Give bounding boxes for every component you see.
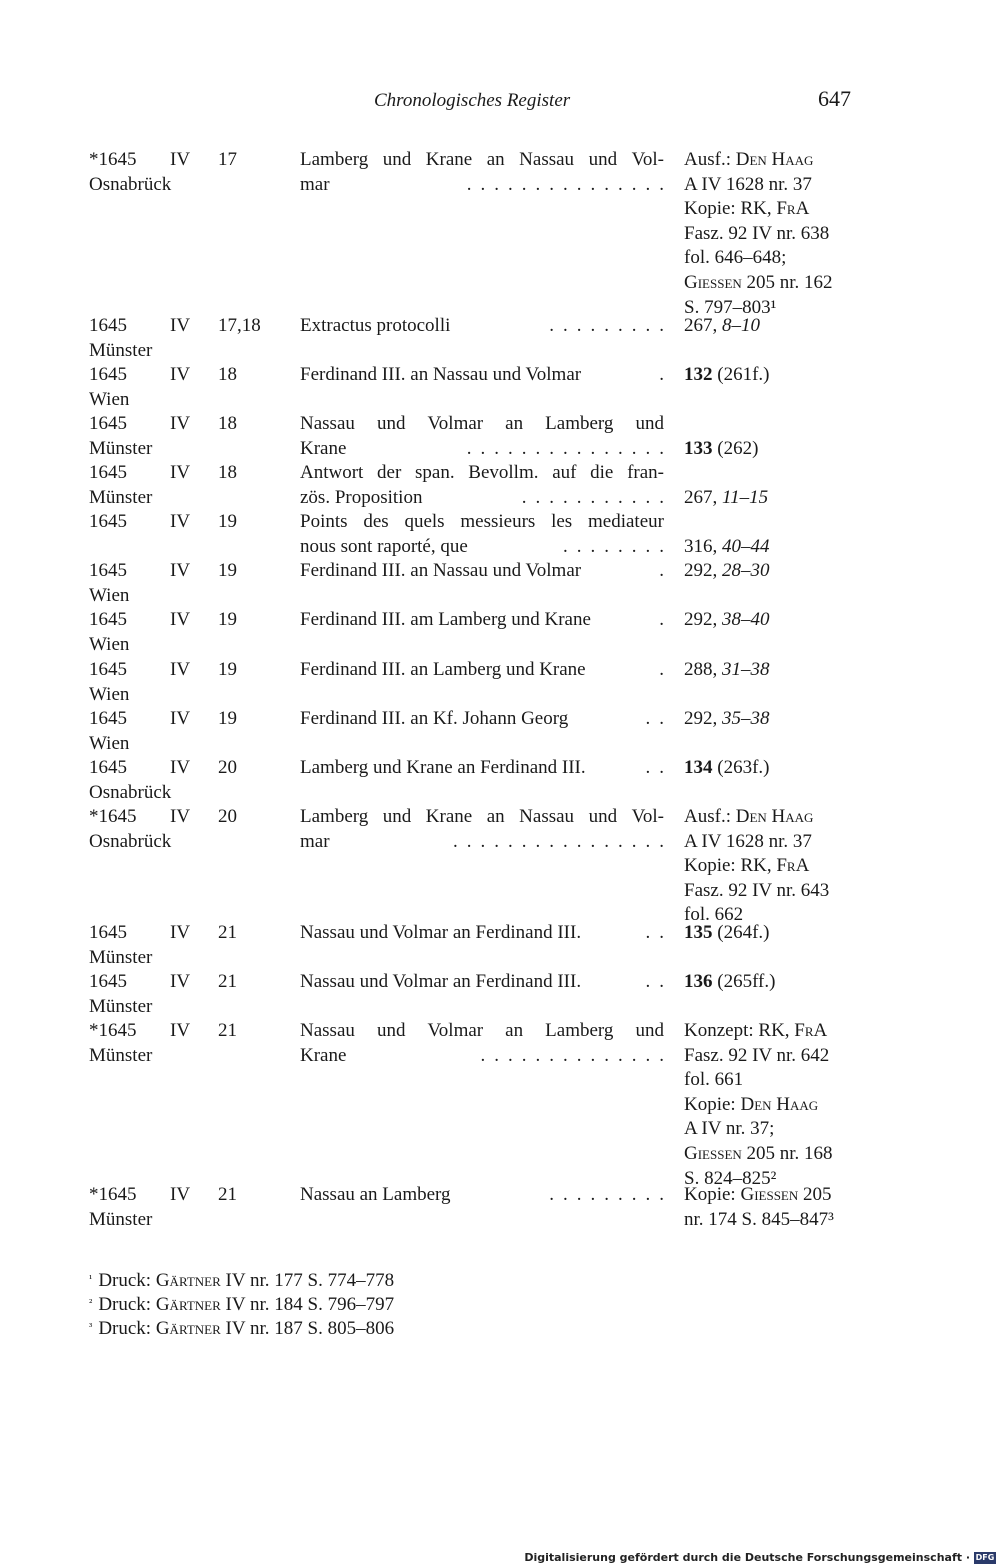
- entry-month: IV: [170, 609, 191, 630]
- entry-text-line: mar ...............: [300, 173, 673, 195]
- entry-year: 1645: [89, 757, 127, 778]
- dot-leader: ..............: [480, 1044, 673, 1066]
- entry-place: Münster: [89, 1208, 153, 1230]
- entry-reference-line: Giessen 205 nr. 168: [684, 1143, 833, 1164]
- dot-leader: .........: [549, 1184, 673, 1205]
- dot-leader: ........: [563, 535, 673, 557]
- entry-year: 1645: [89, 560, 127, 581]
- entry-day: 19: [218, 659, 237, 680]
- dot-leader: ...............: [466, 437, 673, 459]
- entry-year: *1645: [89, 1020, 137, 1041]
- entry-place: Münster: [89, 1044, 153, 1066]
- entry-reference-line: fol. 661: [684, 1069, 744, 1091]
- entry-year: *1645: [89, 1184, 137, 1205]
- entry-day: 20: [218, 806, 237, 827]
- entry-reference-line: Kopie: RK, FrA: [684, 198, 810, 220]
- entry-text-line: Nassau und Volmar an Lamberg und: [300, 413, 664, 434]
- entry-text-line: Krane ..............: [300, 1044, 673, 1066]
- entry-day: 18: [218, 413, 237, 434]
- entry-place: Osnabrück: [89, 830, 172, 852]
- entry-reference-line: nr. 174 S. 845–847³: [684, 1208, 834, 1230]
- entry-year: 1645: [89, 922, 127, 943]
- dot-leader: .: [659, 659, 673, 680]
- dot-leader: .: [659, 560, 673, 581]
- entry-reference-line: 267, 8–10: [684, 315, 760, 336]
- entry-day: 18: [218, 462, 237, 483]
- entry-text-line: zös. Proposition ...........: [300, 486, 673, 508]
- entry-month: IV: [170, 971, 191, 992]
- entry-day: 19: [218, 609, 237, 630]
- entry-month: IV: [170, 560, 191, 581]
- entry-reference-line: 288, 31–38: [684, 659, 770, 680]
- entry-year: 1645: [89, 413, 127, 434]
- entry-text-line: Lamberg und Krane an Nassau und Vol-: [300, 806, 664, 827]
- dfg-credit: Digitalisierung gefördert durch die Deutsche Forschungsgemeinschaft ·: [524, 1551, 970, 1564]
- entry-reference-line: Fasz. 92 IV nr. 642: [684, 1044, 830, 1066]
- entry-year: 1645: [89, 659, 127, 680]
- entry-reference-line: 267, 11–15: [684, 486, 769, 508]
- entry-year: 1645: [89, 462, 127, 483]
- page-number: 647: [818, 86, 851, 111]
- entry-place: Wien: [89, 633, 130, 655]
- entry-place: Münster: [89, 437, 153, 459]
- entry-month: IV: [170, 315, 191, 336]
- entry-year: *1645: [89, 149, 137, 170]
- entry-text-line: Ferdinand III. an Nassau und Volmar .: [300, 364, 673, 385]
- entry-reference-line: 136 (265ff.): [684, 971, 776, 992]
- entry-text-line: Ferdinand III. am Lamberg und Krane .: [300, 609, 673, 630]
- entry-place: Wien: [89, 732, 130, 754]
- entry-month: IV: [170, 511, 191, 532]
- entry-month: IV: [170, 708, 191, 729]
- entry-reference-line: Kopie: Giessen 205: [684, 1184, 832, 1205]
- entry-day: 19: [218, 560, 237, 581]
- entry-day: 21: [218, 1184, 237, 1205]
- entry-text-line: Lamberg und Krane an Nassau und Vol-: [300, 149, 664, 170]
- entry-month: IV: [170, 757, 191, 778]
- entry-text-line: Points des quels messieurs les mediateur: [300, 511, 664, 532]
- entry-month: IV: [170, 806, 191, 827]
- dot-leader: ..: [645, 757, 673, 778]
- entry-month: IV: [170, 659, 191, 680]
- dot-leader: .: [659, 364, 673, 385]
- entry-year: 1645: [89, 511, 127, 532]
- entry-reference-line: 316, 40–44: [684, 535, 770, 557]
- entry-reference-line: 134 (263f.): [684, 757, 770, 778]
- entry-place: Münster: [89, 946, 153, 968]
- entry-day: 18: [218, 364, 237, 385]
- entry-year: 1645: [89, 708, 127, 729]
- entry-text-line: Nassau an Lamberg .........: [300, 1184, 673, 1205]
- entry-month: IV: [170, 1184, 191, 1205]
- dot-leader: ...........: [521, 486, 673, 508]
- entry-reference-line: 292, 28–30: [684, 560, 770, 581]
- entry-place: Wien: [89, 584, 130, 606]
- entry-place: Münster: [89, 339, 153, 361]
- entry-reference-line: Ausf.: Den Haag: [684, 806, 814, 827]
- entry-place: Wien: [89, 683, 130, 705]
- entry-day: 21: [218, 922, 237, 943]
- entry-text-line: Nassau und Volmar an Ferdinand III. ..: [300, 922, 673, 943]
- entry-reference-line: S. 797–803¹: [684, 296, 777, 318]
- entry-reference-line: 133 (262): [684, 437, 759, 459]
- entry-reference-line: fol. 662: [684, 904, 744, 926]
- footnote: $^{^2}$ Druck: Gärtner IV nr. 184 S. 796–797: [89, 1294, 395, 1315]
- entry-reference-line: Kopie: Den Haag: [684, 1093, 819, 1115]
- footnote: $^{^3}$ Druck: Gärtner IV nr. 187 S. 805–806: [89, 1318, 395, 1339]
- entry-reference-line: Giessen 205 nr. 162: [684, 272, 833, 293]
- entry-text-line: Ferdinand III. an Lamberg und Krane .: [300, 659, 673, 680]
- dot-leader: ..: [645, 708, 673, 729]
- entry-month: IV: [170, 462, 191, 483]
- dot-leader: ..: [645, 922, 673, 943]
- entry-year: *1645: [89, 806, 137, 827]
- entry-day: 19: [218, 708, 237, 729]
- entry-reference-line: fol. 646–648;: [684, 247, 787, 269]
- entry-month: IV: [170, 413, 191, 434]
- entry-reference-line: Konzept: RK, FrA: [684, 1020, 828, 1041]
- entry-year: 1645: [89, 315, 127, 336]
- entry-reference-line: A IV nr. 37;: [684, 1118, 775, 1140]
- entry-place: Münster: [89, 486, 153, 508]
- entry-reference-line: Ausf.: Den Haag: [684, 149, 814, 170]
- entry-year: 1645: [89, 971, 127, 992]
- entry-year: 1645: [89, 364, 127, 385]
- entry-text-line: Ferdinand III. an Nassau und Volmar .: [300, 560, 673, 581]
- entry-reference-line: Kopie: RK, FrA: [684, 855, 810, 877]
- entry-place: Wien: [89, 388, 130, 410]
- entry-day: 21: [218, 971, 237, 992]
- entry-day: 20: [218, 757, 237, 778]
- entry-year: 1645: [89, 609, 127, 630]
- entry-day: 17,18: [218, 315, 261, 336]
- dot-leader: .: [659, 609, 673, 630]
- entry-text-line: Krane ...............: [300, 437, 673, 459]
- entry-reference-line: S. 824–825²: [684, 1167, 777, 1189]
- entry-reference-line: 292, 38–40: [684, 609, 770, 630]
- dot-leader: ..: [645, 971, 673, 992]
- entry-reference-line: Fasz. 92 IV nr. 643: [684, 879, 830, 901]
- entry-text-line: Nassau und Volmar an Ferdinand III. ..: [300, 971, 673, 992]
- entry-text-line: Antwort der span. Bevollm. auf die fran-: [300, 462, 664, 483]
- footnote: $^{^1}$ Druck: Gärtner IV nr. 177 S. 774–778: [89, 1270, 395, 1291]
- entry-month: IV: [170, 1020, 191, 1041]
- entry-text-line: Lamberg und Krane an Ferdinand III. ..: [300, 757, 673, 778]
- entry-month: IV: [170, 922, 191, 943]
- dfg-logo: DFG: [975, 1553, 995, 1562]
- entry-reference-line: A IV 1628 nr. 37: [684, 830, 812, 852]
- dot-leader: .........: [549, 315, 673, 336]
- entry-reference-line: Fasz. 92 IV nr. 638: [684, 222, 830, 244]
- entry-text-line: mar ................: [300, 830, 673, 852]
- entry-month: IV: [170, 149, 191, 170]
- entry-text-line: Nassau und Volmar an Lamberg und: [300, 1020, 664, 1041]
- running-head: Chronologisches Register: [374, 90, 571, 111]
- entry-month: IV: [170, 364, 191, 385]
- dot-leader: ...............: [466, 173, 673, 195]
- entry-day: 17: [218, 149, 237, 170]
- entry-text-line: nous sont raporté, que ........: [300, 535, 673, 557]
- dot-leader: ................: [453, 830, 673, 852]
- entry-reference-line: A IV 1628 nr. 37: [684, 173, 812, 195]
- entry-text-line: Extractus protocolli .........: [300, 315, 673, 336]
- entry-text-line: Ferdinand III. an Kf. Johann Georg ..: [300, 708, 673, 729]
- entry-day: 21: [218, 1020, 237, 1041]
- footnotes: [89, 1268, 394, 1340]
- entry-reference-line: 132 (261f.): [684, 364, 770, 385]
- entry-place: Münster: [89, 995, 153, 1017]
- entry-place: Osnabrück: [89, 781, 172, 803]
- entry-reference-line: 135 (264f.): [684, 922, 770, 943]
- entry-day: 19: [218, 511, 237, 532]
- entry-place: Osnabrück: [89, 173, 172, 195]
- entry-reference-line: 292, 35–38: [684, 708, 770, 729]
